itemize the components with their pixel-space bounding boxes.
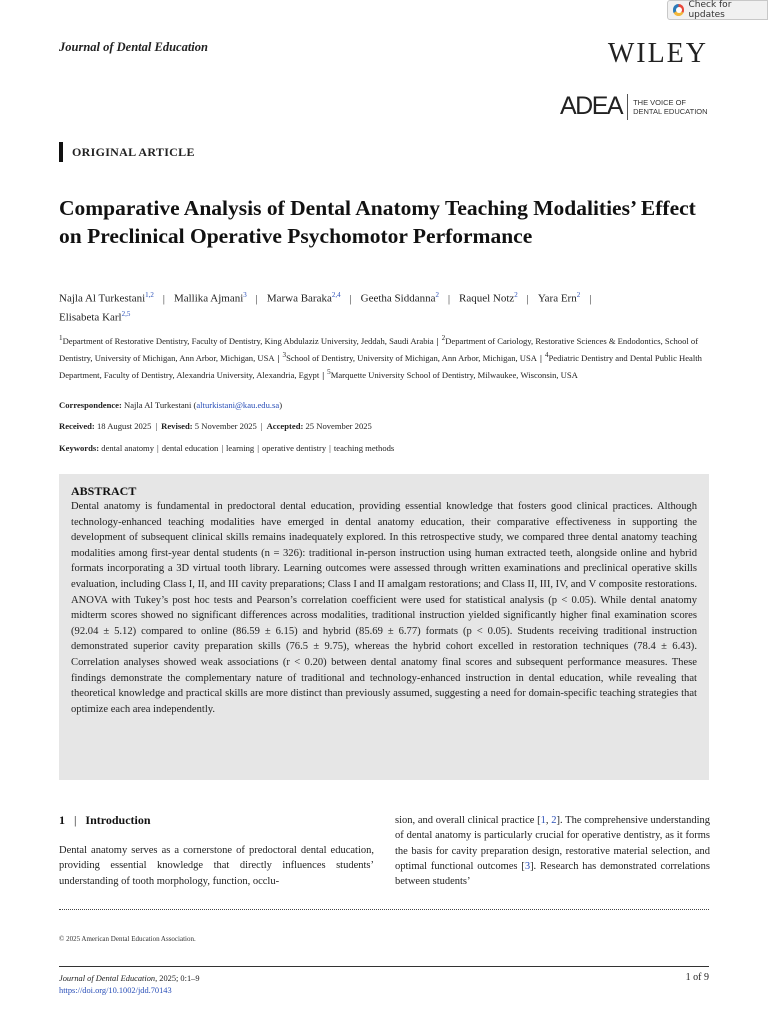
citation-link[interactable]: 2: [551, 815, 557, 826]
affiliation-text: Department of Restorative Dentistry, Faculty of Dentistry, King Abdulaziz University, Jeddah, Saudi Arabia: [62, 335, 434, 346]
article-dates: [59, 420, 709, 432]
affiliation-separator: |: [277, 352, 280, 363]
abstract-box: [59, 474, 709, 780]
author-name[interactable]: Elisabeta Karl: [59, 311, 122, 324]
revised-date: 5 November 2025: [194, 421, 257, 431]
affiliation-number: 3: [282, 350, 287, 359]
author-name[interactable]: Geetha Siddanna: [360, 292, 436, 305]
keywords-label: Keywords:: [59, 443, 100, 453]
affiliation-number: 2: [441, 334, 446, 342]
author-affiliation-ref[interactable]: 2: [435, 291, 439, 299]
received-date: 18 August 2025: [96, 421, 152, 431]
adea-logo-tagline: THE VOICE OF DENTAL EDUCATION: [633, 97, 708, 116]
footer-divider: [59, 966, 709, 967]
citation-link[interactable]: 3: [524, 860, 531, 872]
affiliation-separator: |: [436, 335, 439, 346]
citation-link[interactable]: 1: [540, 815, 546, 826]
affiliation-separator: |: [540, 352, 542, 363]
accepted-date: 25 November 2025: [305, 421, 372, 431]
article-type-label: ORIGINAL ARTICLE: [59, 142, 195, 162]
journal-name: Journal of Dental Education: [59, 40, 208, 54]
footer-volume: , 2025; 0:1–9: [155, 974, 200, 983]
affiliation-text: School of Dentistry, University of Michigan, Ann Arbor, Michigan, USA: [286, 352, 537, 363]
affiliation-text: Marquette University School of Dentistry, Milwaukee, Wisconsin, USA: [330, 369, 578, 380]
author-affiliation-ref[interactable]: 3: [243, 291, 247, 299]
affiliation-list: [59, 331, 711, 382]
adea-logo: [560, 92, 708, 121]
check-for-updates-button[interactable]: [667, 0, 768, 20]
adea-logo-word: ADEA: [560, 92, 623, 120]
keyword-separator: |: [257, 443, 259, 453]
keywords-line: [59, 442, 709, 454]
doi-link[interactable]: https://doi.org/10.1002/jdd.70143: [59, 986, 172, 995]
affiliation-text: Pediatric Dentistry and Dental Public Health Department, Faculty of Dentistry, Alexandria University, Alexandria, Egypt: [59, 352, 702, 380]
keyword-separator: |: [157, 443, 159, 453]
copyright-notice: © 2025 American Dental Education Association.: [59, 935, 196, 943]
received-label: Received:: [59, 421, 95, 431]
keyword: dental education: [161, 443, 219, 453]
author-list: [59, 288, 699, 325]
footnote-divider: [59, 909, 709, 910]
revised-label: Revised:: [161, 421, 193, 431]
author-affiliation-ref[interactable]: 2: [576, 291, 581, 299]
keyword: learning: [226, 443, 255, 453]
affiliation-number: 4: [544, 350, 549, 359]
correspondence-email-link[interactable]: alturkistani@kau.edu.sa: [196, 400, 280, 410]
author-affiliation-ref[interactable]: 1,2: [145, 291, 154, 299]
author-name[interactable]: Marwa Baraka: [266, 292, 332, 305]
author-separator: |: [526, 293, 529, 305]
footer-citation: [59, 973, 200, 997]
date-separator: |: [155, 421, 158, 431]
article-title: Comparative Analysis of Dental Anatomy Teaching Modalities’ Effect on Preclinical Operative Psychomotor Performance: [59, 196, 696, 248]
affiliation-number: 5: [327, 367, 331, 376]
keyword-separator: |: [221, 443, 224, 453]
author-name[interactable]: Mallika Ajmani: [173, 292, 244, 305]
affiliation-separator: |: [322, 369, 325, 380]
section-heading: [59, 813, 151, 828]
keyword: operative dentistry: [261, 443, 327, 453]
author-separator: |: [255, 293, 258, 305]
keyword: dental anatomy: [101, 443, 155, 453]
section-number: 1: [59, 813, 65, 827]
correspondence-label: Correspondence:: [59, 400, 122, 410]
author-name[interactable]: Yara Ern: [537, 292, 577, 305]
author-separator: |: [349, 293, 352, 305]
author-separator: |: [162, 293, 165, 305]
check-for-updates-icon: [673, 4, 684, 16]
correspondence-name: Najla Al Turkestani: [124, 400, 192, 410]
abstract-text: Dental anatomy is fundamental in predoctoral dental education, providing essential knowledge that fosters good clinical practices. Although technology-enhanced teaching modalities have emerged in dental anatomy education, their comparative effectiveness in supporting the development of subsequent clinical skills remains inadequately explored. In this retrospective study, we compared three dental anatomy teaching modalities among first-year dental students (n = 326): traditional in-person instruction using human extracted teeth, alongside online and hybrid formats incorporating a 3D virtual tooth library. Learning outcomes were assessed through written examinations and preclinical operative skills evaluation, including Class I, II, and III cavity preparations; Class I and II amalgam restorations; and Class II, III, IV, and V composite restorations. ANOVA with Tukey’s post hoc tests and Pearson’s correlation coefficient were used for statistical analysis (p < 0.05). While dental anatomy midterm scores showed no significant differences across modalities, traditional instruction yielded significantly higher final examination scores (92.04 ± 5.12) compared to online (86.59 ± 6.15) and hybrid (85.69 ± 6.77) formats (p < 0.05). Students receiving traditional instruction demonstrated superior cavity preparation skills (76.5 ± 9.75), whereas the hybrid cohort excelled in restoration techniques (78.4 ± 6.43). Correlation analyses showed weak associations (r < 0.20) between dental anatomy final scores and subsequent performance measures. These findings demonstrate the complementary nature of traditional and technology-enhanced instruction in dental education, while revealing that theoretical knowledge and practical skills are more distinct than previously assumed, suggesting a need for domain-specific teaching strategies that optimize each area independently.: [71, 501, 697, 715]
author-separator: |: [447, 293, 450, 305]
date-separator: |: [260, 421, 263, 431]
section-separator: |: [74, 813, 77, 827]
accepted-label: Accepted:: [266, 421, 304, 431]
author-name[interactable]: Najla Al Turkestani: [59, 292, 146, 305]
affiliation-text: Department of Cariology, Restorative Sciences & Endodontics, School of Dentistry, University of Michigan, Ann Arbor, Michigan, USA: [59, 335, 699, 363]
footer-journal-name: Journal of Dental Education: [59, 974, 156, 983]
publisher-logo: WILEY: [607, 38, 708, 69]
intro-paragraph-left: Dental anatomy serves as a cornerstone of predoctoral dental education, providing essential knowledge that directly influences students’ understanding of tooth morphology, function, occlu-: [59, 845, 374, 887]
correspondence-line: Correspondence: Najla Al Turkestani (alturkistani@kau.edu.sa): [59, 400, 283, 410]
adea-logo-divider: [627, 94, 628, 120]
affiliation-number: 1: [59, 334, 63, 342]
author-separator: |: [589, 293, 592, 305]
section-title: Introduction: [85, 813, 151, 827]
keyword: teaching methods: [333, 443, 395, 453]
author-affiliation-ref[interactable]: 2,5: [121, 309, 131, 318]
keyword-separator: |: [329, 443, 331, 453]
check-for-updates-label: Check for updates: [688, 0, 732, 20]
abstract-heading: ABSTRACT: [71, 484, 137, 498]
intro-paragraph-right: sion, and overall clinical practice [1, 2]. The comprehensive understanding of dental anatomy is particularly crucial for operative dentistry, as it forms the basis for cavity preparation design, restorative material selection, and optimal functional outcomes [3]. Research has demonstrated correlations between students’: [395, 815, 711, 888]
author-name[interactable]: Raquel Notz: [459, 292, 515, 305]
author-affiliation-ref[interactable]: 2: [514, 291, 518, 299]
page-number: 1 of 9: [685, 972, 709, 983]
author-affiliation-ref[interactable]: 2,4: [331, 291, 341, 299]
